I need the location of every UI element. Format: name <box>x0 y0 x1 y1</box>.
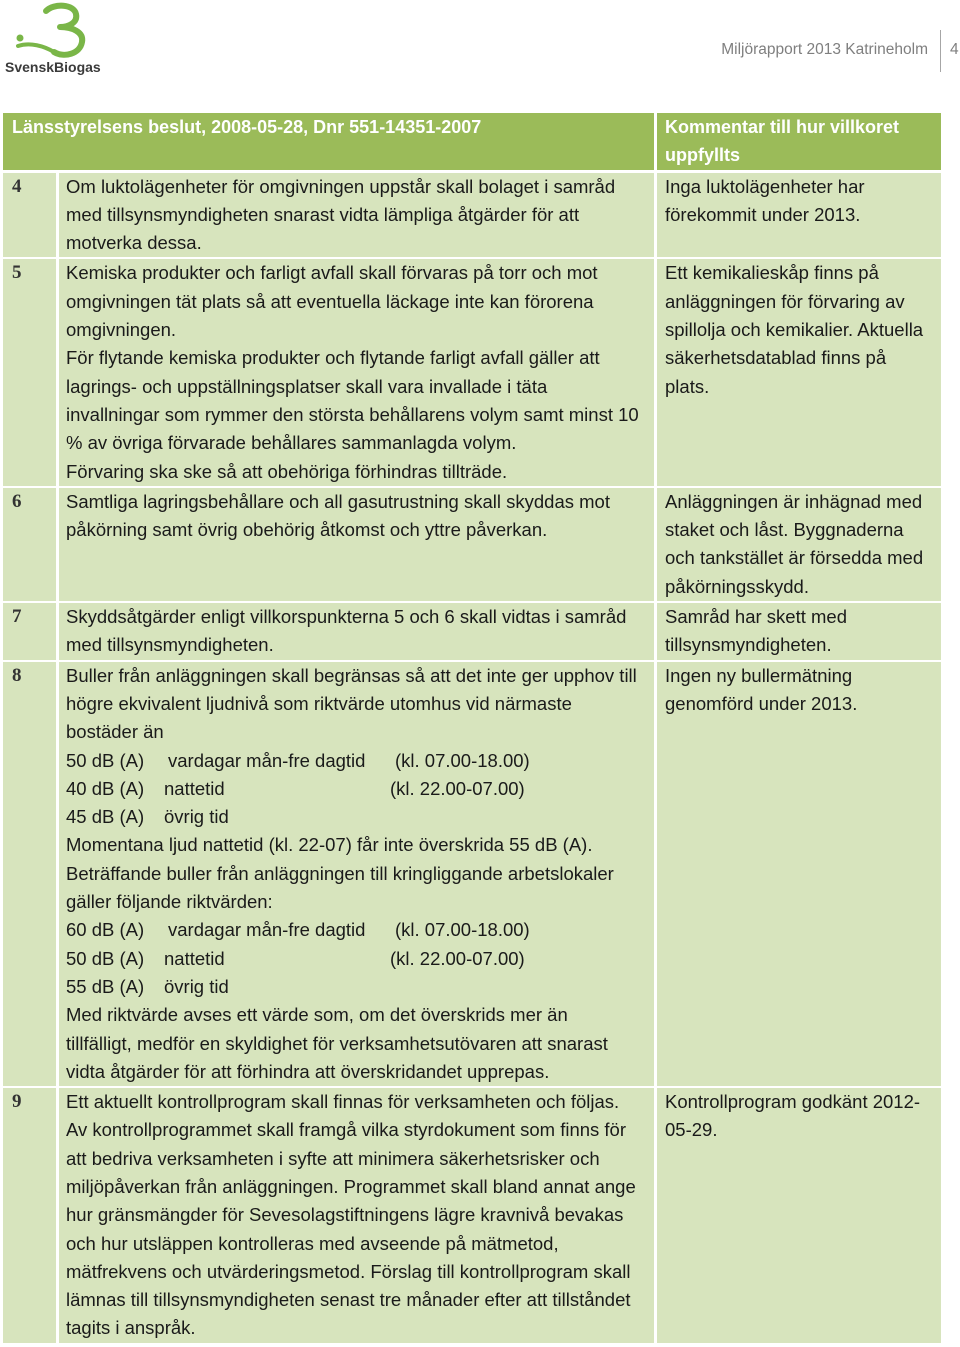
comment-line: Ingen ny bullermätning <box>665 664 853 686</box>
noise-limit-line <box>66 775 654 803</box>
condition-line: Ett aktuellt kontrollprogram skall finnas för verksamheten och följas. <box>66 1091 620 1113</box>
compliance-comment <box>657 662 941 1086</box>
condition-line: lämnas till tillsynsmyndigheten senast tre månader efter att tillståndet <box>66 1289 631 1311</box>
comment-line: förekommit under 2013. <box>665 203 861 225</box>
comment-line: säkerhetsdatablad finns på <box>665 347 887 369</box>
comment-line: genomförd under 2013. <box>665 692 858 714</box>
header-line: Kommentar till hur villkoret <box>665 117 900 137</box>
condition-line: Förvaring ska ske så att obehöriga förhindras tillträde. <box>66 460 508 482</box>
condition-line: tagits i anspråk. <box>66 1317 196 1339</box>
noise-level: 50 dB (A) <box>66 749 145 771</box>
condition-number: 8 <box>3 662 56 1086</box>
condition-line: invallningar som rymmer den största behållarens volym samt minst 10 <box>66 403 639 425</box>
noise-hours: (kl. 07.00-18.00) <box>395 919 530 941</box>
condition-number: 4 <box>3 173 56 258</box>
comment-line: tillsynsmyndigheten. <box>665 634 832 656</box>
condition-text <box>59 173 654 258</box>
report-title: Miljörapport 2013 Katrineholm <box>721 41 928 58</box>
comment-line: Kontrollprogram godkänt 2012- <box>665 1091 921 1113</box>
condition-line: lagrings- och uppställningsplatser skall vara invallade i täta <box>66 375 548 397</box>
compliance-comment <box>657 259 941 485</box>
compliance-comment <box>657 173 941 258</box>
condition-line: % av övriga förvarade behållares sammanlagda volym. <box>66 432 517 454</box>
comment-line: Samråd har skett med <box>665 606 847 628</box>
condition-line: omgivningen. <box>66 319 177 341</box>
comment-line: staket och låst. Byggnaderna <box>665 519 904 541</box>
comment-line: anläggningen för förvaring av <box>665 290 905 312</box>
decision-column-header <box>3 113 654 170</box>
condition-number: 7 <box>3 603 56 660</box>
condition-line: vidta åtgärder för att förhindra att överskridandet upprepas. <box>66 1060 550 1082</box>
header-line: Länsstyrelsens beslut, 2008-05-28, Dnr 551-14351-2007 <box>12 117 482 137</box>
page-number: 4 <box>950 41 959 58</box>
condition-line: omgivningen tät plats så att eventuella läckage inte kan förorena <box>66 290 594 312</box>
comment-line: Anläggningen är inhägnad med <box>665 490 923 512</box>
comment-column-header <box>657 113 941 170</box>
noise-period: vardagar mån-fre dagtid <box>168 749 366 771</box>
table-row <box>3 259 941 485</box>
noise-level: 55 dB (A) <box>66 975 145 997</box>
noise-hours: (kl. 22.00-07.00) <box>390 947 525 969</box>
noise-hours: (kl. 22.00-07.00) <box>390 777 525 799</box>
condition-line: Momentana ljud nattetid (kl. 22-07) får inte överskrida 55 dB (A). <box>66 834 593 856</box>
condition-text <box>59 259 654 485</box>
condition-line: och hur utsläppen kontrolleras med avseende på mätmetod, <box>66 1232 559 1254</box>
table-row <box>3 662 941 1086</box>
condition-text <box>59 662 654 1086</box>
header-line: uppfyllts <box>665 145 740 166</box>
table-row <box>3 603 941 660</box>
condition-line: hur gränsmängder för Sevesolagstiftningens lägre kravnivå bevakas <box>66 1204 624 1226</box>
comment-line: påkörningsskydd. <box>665 575 809 597</box>
condition-line: bostäder än <box>66 721 164 743</box>
condition-number: 5 <box>3 259 56 485</box>
condition-line: mätfrekvens och utvärderingsmetod. Förslag till kontrollprogram skall <box>66 1260 631 1282</box>
condition-number: 6 <box>3 488 56 601</box>
condition-line: tillfälligt, medför en skyldighet för verksamhetsutövaren att snarast <box>66 1032 608 1054</box>
condition-text <box>59 488 654 601</box>
table-row <box>3 1088 941 1343</box>
condition-line: gäller följande riktvärden: <box>66 891 273 913</box>
noise-limit-line <box>66 945 654 973</box>
noise-period: nattetid <box>164 777 225 799</box>
condition-line: miljöpåverkan från anläggningen. Programmet skall bland annat ange <box>66 1175 636 1197</box>
logo-wordmark: SvenskBiogas <box>5 59 101 75</box>
compliance-comment <box>657 1088 941 1343</box>
condition-line: att bedriva verksamheten i syfte att minimera säkerhetsrisker och <box>66 1147 600 1169</box>
condition-line: motverka dessa. <box>66 232 202 254</box>
noise-level: 60 dB (A) <box>66 919 145 941</box>
noise-limit-line <box>66 973 654 1001</box>
noise-hours: (kl. 07.00-18.00) <box>395 749 530 771</box>
noise-limit-line <box>66 747 654 775</box>
condition-line: Samtliga lagringsbehållare och all gasutrustning skall skyddas mot <box>66 490 610 512</box>
table-row <box>3 488 941 601</box>
condition-line: Kemiska produkter och farligt avfall skall förvaras på torr och mot <box>66 262 598 284</box>
noise-limit-line <box>66 803 654 831</box>
condition-line: Skyddsåtgärder enligt villkorspunkterna 5 och 6 skall vidtas i samråd <box>66 606 627 628</box>
noise-level: 45 dB (A) <box>66 806 145 828</box>
noise-period: övrig tid <box>164 806 229 828</box>
noise-level: 50 dB (A) <box>66 947 145 969</box>
comment-line: och tankstället är försedda med <box>665 547 924 569</box>
conditions-table <box>3 113 941 1345</box>
comment-line: plats. <box>665 375 710 397</box>
condition-line: med tillsynsmyndigheten snarast vidta lämpliga åtgärder för att <box>66 203 580 225</box>
svenskbiogas-logo-icon <box>8 2 98 60</box>
condition-line: Av kontrollprogrammet skall framgå vilka styrdokument som finns för <box>66 1119 626 1141</box>
condition-line: med tillsynsmyndigheten. <box>66 634 274 656</box>
compliance-comment <box>657 488 941 601</box>
noise-period: vardagar mån-fre dagtid <box>168 919 366 941</box>
noise-period: nattetid <box>164 947 225 969</box>
condition-line: högre ekvivalent ljudnivå som riktvärde utomhus vid närmaste <box>66 692 572 714</box>
condition-number: 9 <box>3 1088 56 1343</box>
noise-limit-line <box>66 916 654 944</box>
condition-line: Beträffande buller från anläggningen till kringliggande arbetslokaler <box>66 862 614 884</box>
noise-level: 40 dB (A) <box>66 777 145 799</box>
noise-period: övrig tid <box>164 975 229 997</box>
comment-line: Ett kemikalieskåp finns på <box>665 262 879 284</box>
condition-line: För flytande kemiska produkter och flytande farligt avfall gäller att <box>66 347 600 369</box>
company-logo <box>0 0 100 82</box>
condition-line: påkörning samt övrig obehörig åtkomst och yttre påverkan. <box>66 519 548 541</box>
condition-text <box>59 603 654 660</box>
comment-line: spillolja och kemikalier. Aktuella <box>665 319 924 341</box>
header-divider <box>940 30 941 72</box>
condition-line: Med riktvärde avses ett värde som, om det överskrids mer än <box>66 1004 568 1026</box>
condition-line: Om luktolägenheter för omgivningen uppstår skall bolaget i samråd <box>66 175 616 197</box>
comment-line: Inga luktolägenheter har <box>665 175 865 197</box>
condition-text <box>59 1088 654 1343</box>
comment-line: 05-29. <box>665 1119 718 1141</box>
compliance-comment <box>657 603 941 660</box>
table-header-row <box>3 113 941 170</box>
condition-line: Buller från anläggningen skall begränsas så att det inte ger upphov till <box>66 664 637 686</box>
table-row <box>3 173 941 258</box>
